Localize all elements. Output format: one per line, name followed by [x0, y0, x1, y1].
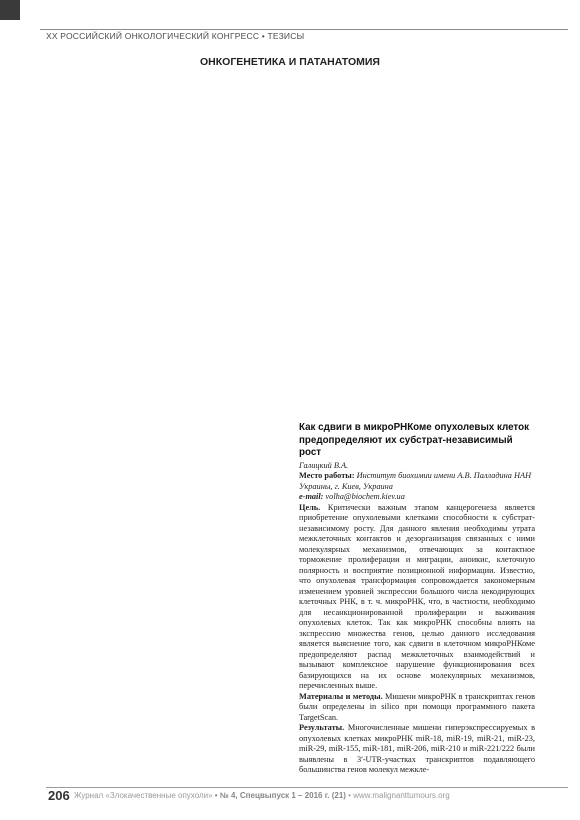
email-label: e-mail: — [299, 492, 324, 501]
corner-mark — [0, 0, 20, 20]
workplace-line — [299, 471, 535, 492]
running-header: XX РОССИЙСКИЙ ОНКОЛОГИЧЕСКИЙ КОНГРЕСС • ТЕЗИСЫ — [46, 31, 305, 41]
footer-line — [74, 791, 450, 800]
methods-text: Мишени микроРНК в транскриптах генов были определены in silico при помощи программного пакета TargetScan. — [299, 691, 535, 722]
issue-info: № 4, Спецвыпуск 1 – 2016 г. (21) — [219, 791, 346, 800]
footer-separator: • — [214, 791, 218, 800]
email-value[interactable]: volha@biochem.kiev.ua — [325, 492, 405, 501]
abstract-article — [299, 422, 535, 776]
aim-paragraph — [299, 503, 535, 692]
article-author: Галицкий В.А. — [299, 460, 349, 470]
workplace-label: Место работы: — [299, 471, 355, 480]
aim-label: Цель. — [299, 502, 321, 512]
aim-text: Критически важным этапом канцерогенеза является приобретение опухолевыми клетками способности к субстрат-независимому росту. Для данного явления необходимы утрата межклеточных контактов и дезорганизация связанных с ними молекулярных механизмов, отвечающих за контактное торможение пролиферации и миграции, аноикис, клеточную полярность и восприятие позиционной информации. Известно, что опухолевая трансформация сопровождается закономерным изменением уровней экспрессии большого числа некодирующих клеточных РНК, в т. ч. микроРНК, что, в частности, необходимо для несанкционированной пролиферации и выживания опухолевых клеток. Так как микроРНК способны влиять на экспрессию множества генов, целью данного исследования является выяснение того, как сдвиги в клеточном микроРНКоме предопределяют распад межклеточных взаимодействий и вызывают комплексное нарушение функционирования всех базирующихся на их основе молекулярных механизмов, перечисленных выше. — [299, 502, 535, 690]
footer-separator: • — [348, 791, 351, 800]
workplace-value: Институт биохимии имени А.В. Палладина НАН Украины, г. Киев, Украина — [299, 471, 532, 491]
methods-paragraph — [299, 692, 535, 724]
journal-name: Журнал «Злокачественные опухоли» — [74, 791, 213, 800]
results-paragraph — [299, 723, 535, 776]
methods-label: Материалы и методы. — [299, 691, 383, 701]
results-label: Результаты. — [299, 723, 345, 732]
section-title: ОНКОГЕНЕТИКА И ПАТАНАТОМИЯ — [200, 56, 380, 68]
results-text: Многочисленные мишени гиперэкспрессируемых в опухолевых клетках микроРНК miR-18, miR-19, miR-21, miR-23, miR-29, miR-155, miR-181, miR-206, miR-210 и miR-221/222 были выявлены в 3'-UTR-участках транскриптов подавляющего большинства генов молекул межкле- — [299, 723, 536, 774]
page-number: 206 — [48, 788, 70, 803]
email-line — [299, 492, 535, 503]
footer-divider — [46, 787, 568, 788]
article-title: Как сдвиги в микроРНКоме опухолевых клеток предопределяют их субстрат-независимый рост — [299, 422, 529, 458]
header-divider — [40, 29, 568, 30]
journal-website[interactable]: www.malignanttumours.org — [353, 791, 450, 800]
